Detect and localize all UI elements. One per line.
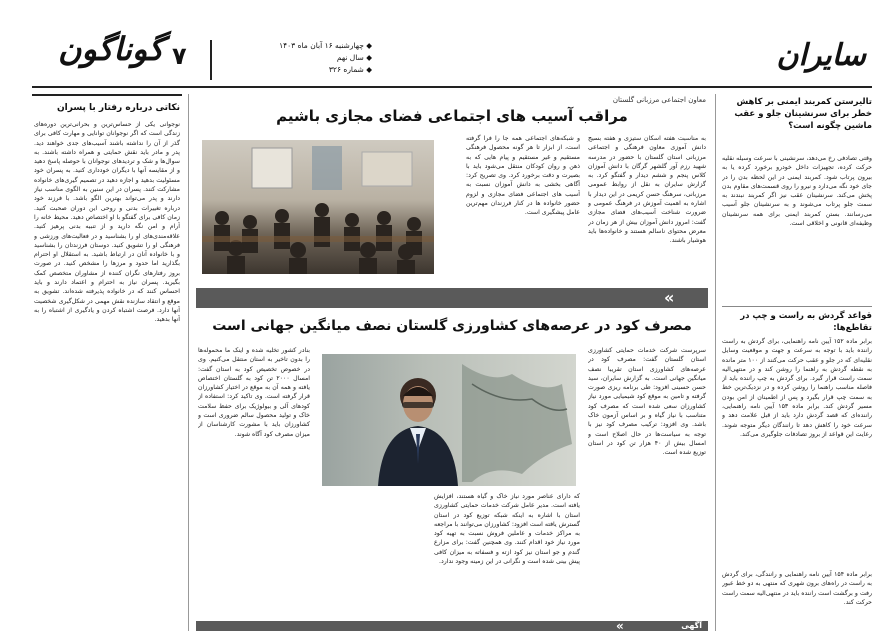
article1-body-left: و شبکه‌های اجتماعی همه جا را فرا گرفته است، از ابزار تا هر گونه محصول فرهنگی مستقیم و غیر مستقیم و پیام هایی که به ذهن و روان کودکان منتقل می‌شود باید با بصیرت و دقت برخورد کرد. وی تصریح کرد: آگاهی بخشی به دانش آموزان نسبت به آسیب های اجتماعی فضای مجازی و لزوم حضور خانواده ها در کنار فرزندان مهم‌ترین عامل پیشگیری است.: [466, 135, 580, 217]
article2-headline: مصرف کود در عرصه‌های کشاورزی گلستان نصف میانگین جهانی است: [212, 318, 692, 334]
masthead-divider: [210, 40, 212, 80]
portrait-map-icon: [322, 354, 576, 486]
issue-line: ◆ شماره ۳۲۶: [328, 65, 372, 74]
publication-logo: [776, 38, 866, 73]
section-title: گوناگون: [58, 30, 164, 68]
article1-body-right: به مناسبت هفته اسکان ستیزی و هفته بسیج دانش آموزی معاون فرهنگی و اجتماعی مرزبانی استان گلستان با حضور در مدرسه شهید رزم آور گلشهر گرگان با دانش آموزان کلاس پنجم و ششم دیدار و گفتگو کرد. به گزارش سایران به نقل از روابط عمومی مرزبانی، سرهنگ حسن کریمی در این دیدار با اشاره به اهمیت آموزش در فرهنگ عمومی و ضرورت شناخت آسیب‌های فضای مجازی گفت: امروز دانش آموزان بیش از هر زمان در معرض محتوای ناسالم هستند و خانواده‌ها باید هوشیار باشند.: [588, 135, 706, 245]
article1-kicker: معاون اجتماعی مرزبانی گلستان: [612, 96, 706, 104]
masthead-bottom-rule: [32, 86, 872, 88]
chevron-left-icon: «: [664, 288, 675, 307]
right-body-3: برابر ماده ۱۵۴ آیین نامه راهنمایی و رانندگی، برای گردش به راست در راه‌های برون شهری که منتهی به دو خط عبور رفت و برگشت است راننده باید در منتهی‌الیه سمت راست حرکت کند.: [722, 571, 872, 606]
masthead: [0, 0, 896, 92]
article-social-harms: [196, 94, 708, 284]
article2-body-right: سرپرست شرکت خدمات حمایتی کشاورزی استان گلستان گفت: مصرف کود در عرصه‌های کشاورزی استان تقریبا نصف میانگین جهانی است. به گزارش سایران، سید حسن حسینی افزود: طی برنامه ریزی صورت گرفته و تامین به موقع کود شیمیایی مورد نیاز کشاورزان سعی شده است که مصرف کود متناسب با نیاز گیاه و بر اساس آزمون خاک باشد. وی افزود: ترکیب مصرف کود نیز با توجه به سیاست‌ها در حال اصلاح است و امسال بیش از ۴۰ هزار تن کود در استان توزیع شده است.: [588, 347, 706, 457]
chevron-left-icon-2: «: [616, 619, 624, 633]
left-column-header-bar: [32, 94, 182, 96]
date-line: ◆ چهارشنبه ۱۶ آبان ماه ۱۴۰۳: [279, 41, 372, 50]
issue-info: [232, 40, 372, 76]
section-divider-bar-1: [196, 288, 708, 308]
right-subhead: قواعد گردش به راست و چپ در تقاطع‌ها:: [740, 311, 872, 333]
section-divider-bar-2: [196, 621, 708, 631]
column-rule-right: [715, 94, 716, 631]
classroom-scene-icon: [202, 140, 434, 274]
left-body: نوجوانی یکی از حساس‌ترین و بحرانی‌ترین دوره‌های زندگی است که اگر نوجوانان توانایی و مهارت کافی برای گذر از آن را نداشته باشند آسیب‌های جدی خواهند دید. پدر و مادر باید نقش حمایتی و همراه داشته باشند. به سوال‌ها و شک و تردیدهای نوجوانان با حوصله پاسخ دهید و از مقایسه آنها با دیگران خودداری کنید. به پسران خود مسئولیت بدهید و اجازه دهید در تصمیم گیری‌های خانواده مشارکت کنند. پسران در این سنین به الگوی مناسب نیاز دارند و پدر می‌تواند بهترین الگو باشد. با فرزند خود درباره تغییرات بدنی و روحی این دوران صحبت کنید. زمان کافی برای گفتگو با او اختصاص دهید. محیط خانه را آرام و امن نگه دارید و از تنبیه بدنی پرهیز کنید. علاقه‌مندی‌های او را بشناسید و در فعالیت‌های ورزشی و فرهنگی او را تشویق کنید. دوستان فرزندتان را بشناسید و با خانواده آنان در ارتباط باشید. به استقلال او احترام بگذارید اما حدود و مرزها را مشخص کنید. در صورت بروز رفتارهای نگران کننده از مشاوران متخصص کمک بگیرید. پسران نیاز به احترام و اعتماد دارند و باید احساس کنند که در خانواده پذیرفته شده‌اند. تشویق به موقع و انتقاد سازنده نقش مهمی در شکل‌گیری شخصیت آنها دارد. فرصت اشتباه کردن و یادگیری از اشتباه را به آنها بدهید.: [34, 121, 180, 324]
right-headline: تالیرستن کمربند ایمنی بر کاهش خطر برای سرنشینان جلو و عقب ماشین چگونه است؟: [734, 97, 872, 131]
left-column: [32, 98, 182, 631]
year-line: ◆ سال نهم: [336, 53, 372, 62]
right-separator: [722, 306, 872, 307]
article1-headline: مراقب آسیب های اجتماعی فضای مجازی باشیم: [276, 107, 628, 125]
article2-body-left: بنادر کشور تخلیه شده و اینک ما محموله‌ها را بدون تاخیر به استان منتقل می‌کنیم. وی در خصوص تخصیص کود به استان گفت: امسال ۲۰۰۰ تن کود به گلستان اختصاص یافته و همه آن به موقع در اختیار کشاورزان قرار گرفته است. وی تاکید کرد: استفاده از کودهای آلی و بیولوژیک برای حفظ سلامت خاک و تولید محصول سالم ضروری است و کشاورزان باید با مشورت کارشناسان از میزان مصرف کود آگاه شوند.: [198, 347, 310, 438]
left-headline: نکاتی درباره رفتار با پسران: [56, 103, 180, 113]
bottom-strip-label: آگهی: [681, 621, 702, 630]
logo-text: سایران: [776, 38, 866, 73]
right-body-2: برابر ماده ۱۵۲ آیین نامه راهنمایی، برای گردش به راست راننده باید با توجه به سرعت و جهت و موقعیت وسایل نقلیه‌ای که در جلو و عقب حرکت می‌کنند از ۱۰۰ متر مانده به نقطه گردش به راهنما را روشن کند و در منتهی‌الیه سمت راست قرار گیرد. برای گردش به چپ راننده باید از فاصله مناسب راهنما را روشن کرده و در نزدیک‌ترین خط به سمت چپ قرار بگیرد و پس از اطمینان از امن بودن مسیر گردش کند. برابر ماده ۱۵۳ آیین نامه راهنمایی، راننده‌ای که قصد گردش دارد باید از قبل علامت دهد و سرعت خود را کاهش دهد تا رانندگان دیگر متوجه شوند. رعایت این قواعد از بروز تصادفات جلوگیری می‌کند.: [722, 338, 872, 438]
article-fertilizer: [196, 312, 708, 618]
page-number: ۷: [172, 42, 187, 70]
right-column: [722, 94, 872, 631]
column-rule-left: [188, 94, 189, 631]
article2-body-middle: که دارای عناصر مورد نیاز خاک و گیاه هستند، افزایش یافته است. مدیر عامل شرکت خدمات حمایتی کشاورزی استان با اشاره به اینکه شبکه توزیع کود در استان گسترش یافته است افزود: کشاورزان می‌توانند با مراجعه به مراکز خدمات و عاملین فروش نسبت به تهیه کود مورد نیاز خود اقدام کنند. وی همچنین گفت: برای مزارع گندم و جو استان نیز کود ازته و فسفاته به میزان کافی پیش بینی شده است و نگرانی در این زمینه وجود ندارد.: [434, 493, 580, 566]
right-body-1: وقتی تصادفی رخ می‌دهد، سرنشینی با سرعت وسیله نقلیه حرکت کرده، تجهیزات داخل خودرو برخورد کرده یا به بیرون پرتاب شود. کمربند ایمنی در این لحظه بدن را در جای خود نگه می‌دارد و نیرو را روی قسمت‌های مقاوم بدن پخش می‌کند. سرنشینان عقب نیز اگر کمربند نبندند به سمت جلو پرتاب می‌شوند و به سرنشینان جلو آسیب می‌رسانند. بستن کمربند ایمنی برای همه سرنشینان وظیفه‌ای قانونی و اخلاقی است.: [722, 155, 872, 228]
classroom-photo: [202, 140, 434, 274]
official-portrait-photo: [322, 354, 576, 486]
